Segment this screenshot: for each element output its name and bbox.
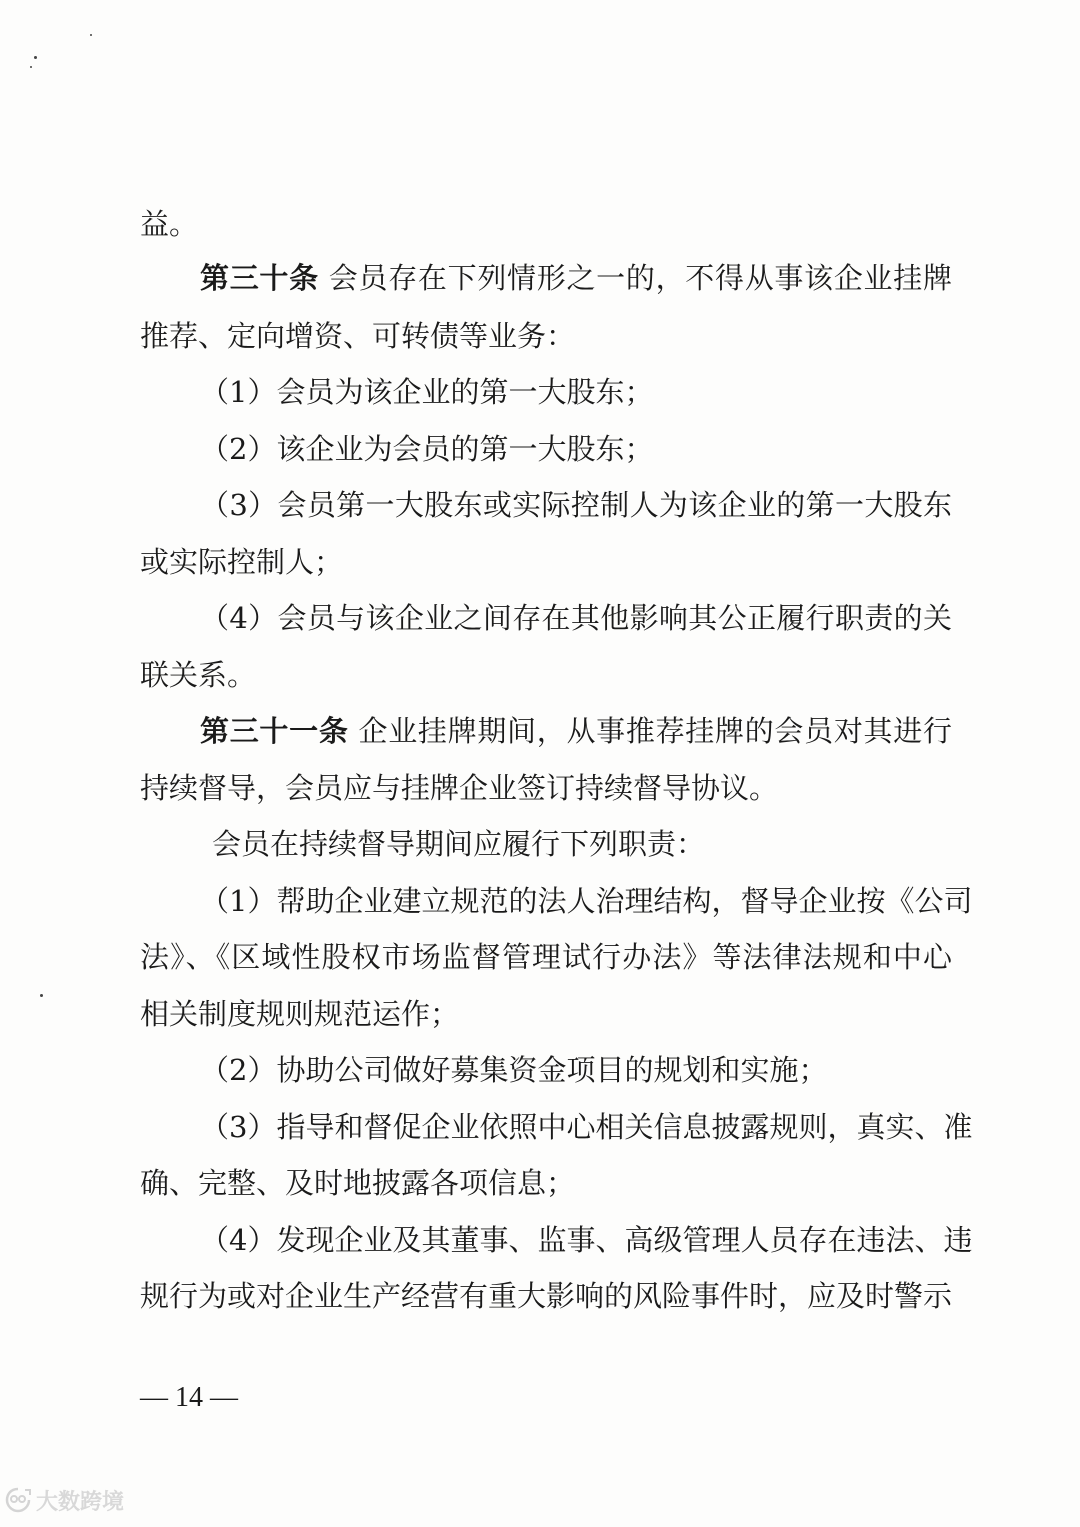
article-31-heading-line: 第三十一条 企业挂牌期间，从事推荐挂牌的会员对其进行 <box>200 714 952 748</box>
article-31-title: 第三十一条 <box>200 714 349 748</box>
list-item: （4）发现企业及其董事、监事、高级管理人员存在违法、违 <box>200 1223 973 1257</box>
list-item: （2）协助公司做好募集资金项目的规划和实施； <box>200 1053 828 1087</box>
text-line: 相关制度规则规范运作； <box>140 997 460 1031</box>
list-item: （4）会员与该企业之间存在其他影响其公正履行职责的关 <box>200 601 952 635</box>
watermark <box>4 1484 124 1516</box>
brand-logo-icon <box>4 1486 32 1514</box>
text-line: 规行为或对企业生产经营有重大影响的风险事件时，应及时警示 <box>140 1279 953 1313</box>
text-line: 确、完整、及时地披露各项信息； <box>140 1166 576 1200</box>
scan-speck <box>90 34 92 36</box>
text-line: 持续督导，会员应与挂牌企业签订持续督导协议。 <box>140 771 779 805</box>
scan-speck <box>30 66 32 68</box>
text-line: 益。 <box>140 207 199 241</box>
article-30-title: 第三十条 <box>200 261 319 295</box>
page-number: — 14 — <box>140 1382 238 1413</box>
list-item: （1）帮助企业建立规范的法人治理结构，督导企业按《公司 <box>200 884 973 918</box>
scan-speck <box>34 56 37 59</box>
scan-speck <box>40 994 43 997</box>
list-item: （1）会员为该企业的第一大股东； <box>200 375 654 409</box>
text-line: 或实际控制人； <box>140 545 344 579</box>
list-item: （3）会员第一大股东或实际控制人为该企业的第一大股东 <box>200 488 952 522</box>
article-30-heading-line: 第三十条 会员存在下列情形之一的，不得从事该企业挂牌 <box>200 261 952 295</box>
text-line: 法》、《区域性股权市场监督管理试行办法》等法律法规和中心 <box>140 940 952 974</box>
text-line: 联关系。 <box>140 658 257 692</box>
text-line: 推荐、定向增资、可转债等业务： <box>140 319 576 353</box>
list-item: （3）指导和督促企业依照中心相关信息披露规则，真实、准 <box>200 1110 973 1144</box>
text-line: 会员在持续督导期间应履行下列职责： <box>212 827 706 861</box>
list-item: （2）该企业为会员的第一大股东； <box>200 432 654 466</box>
watermark-text: 大数跨境 <box>36 1489 125 1515</box>
